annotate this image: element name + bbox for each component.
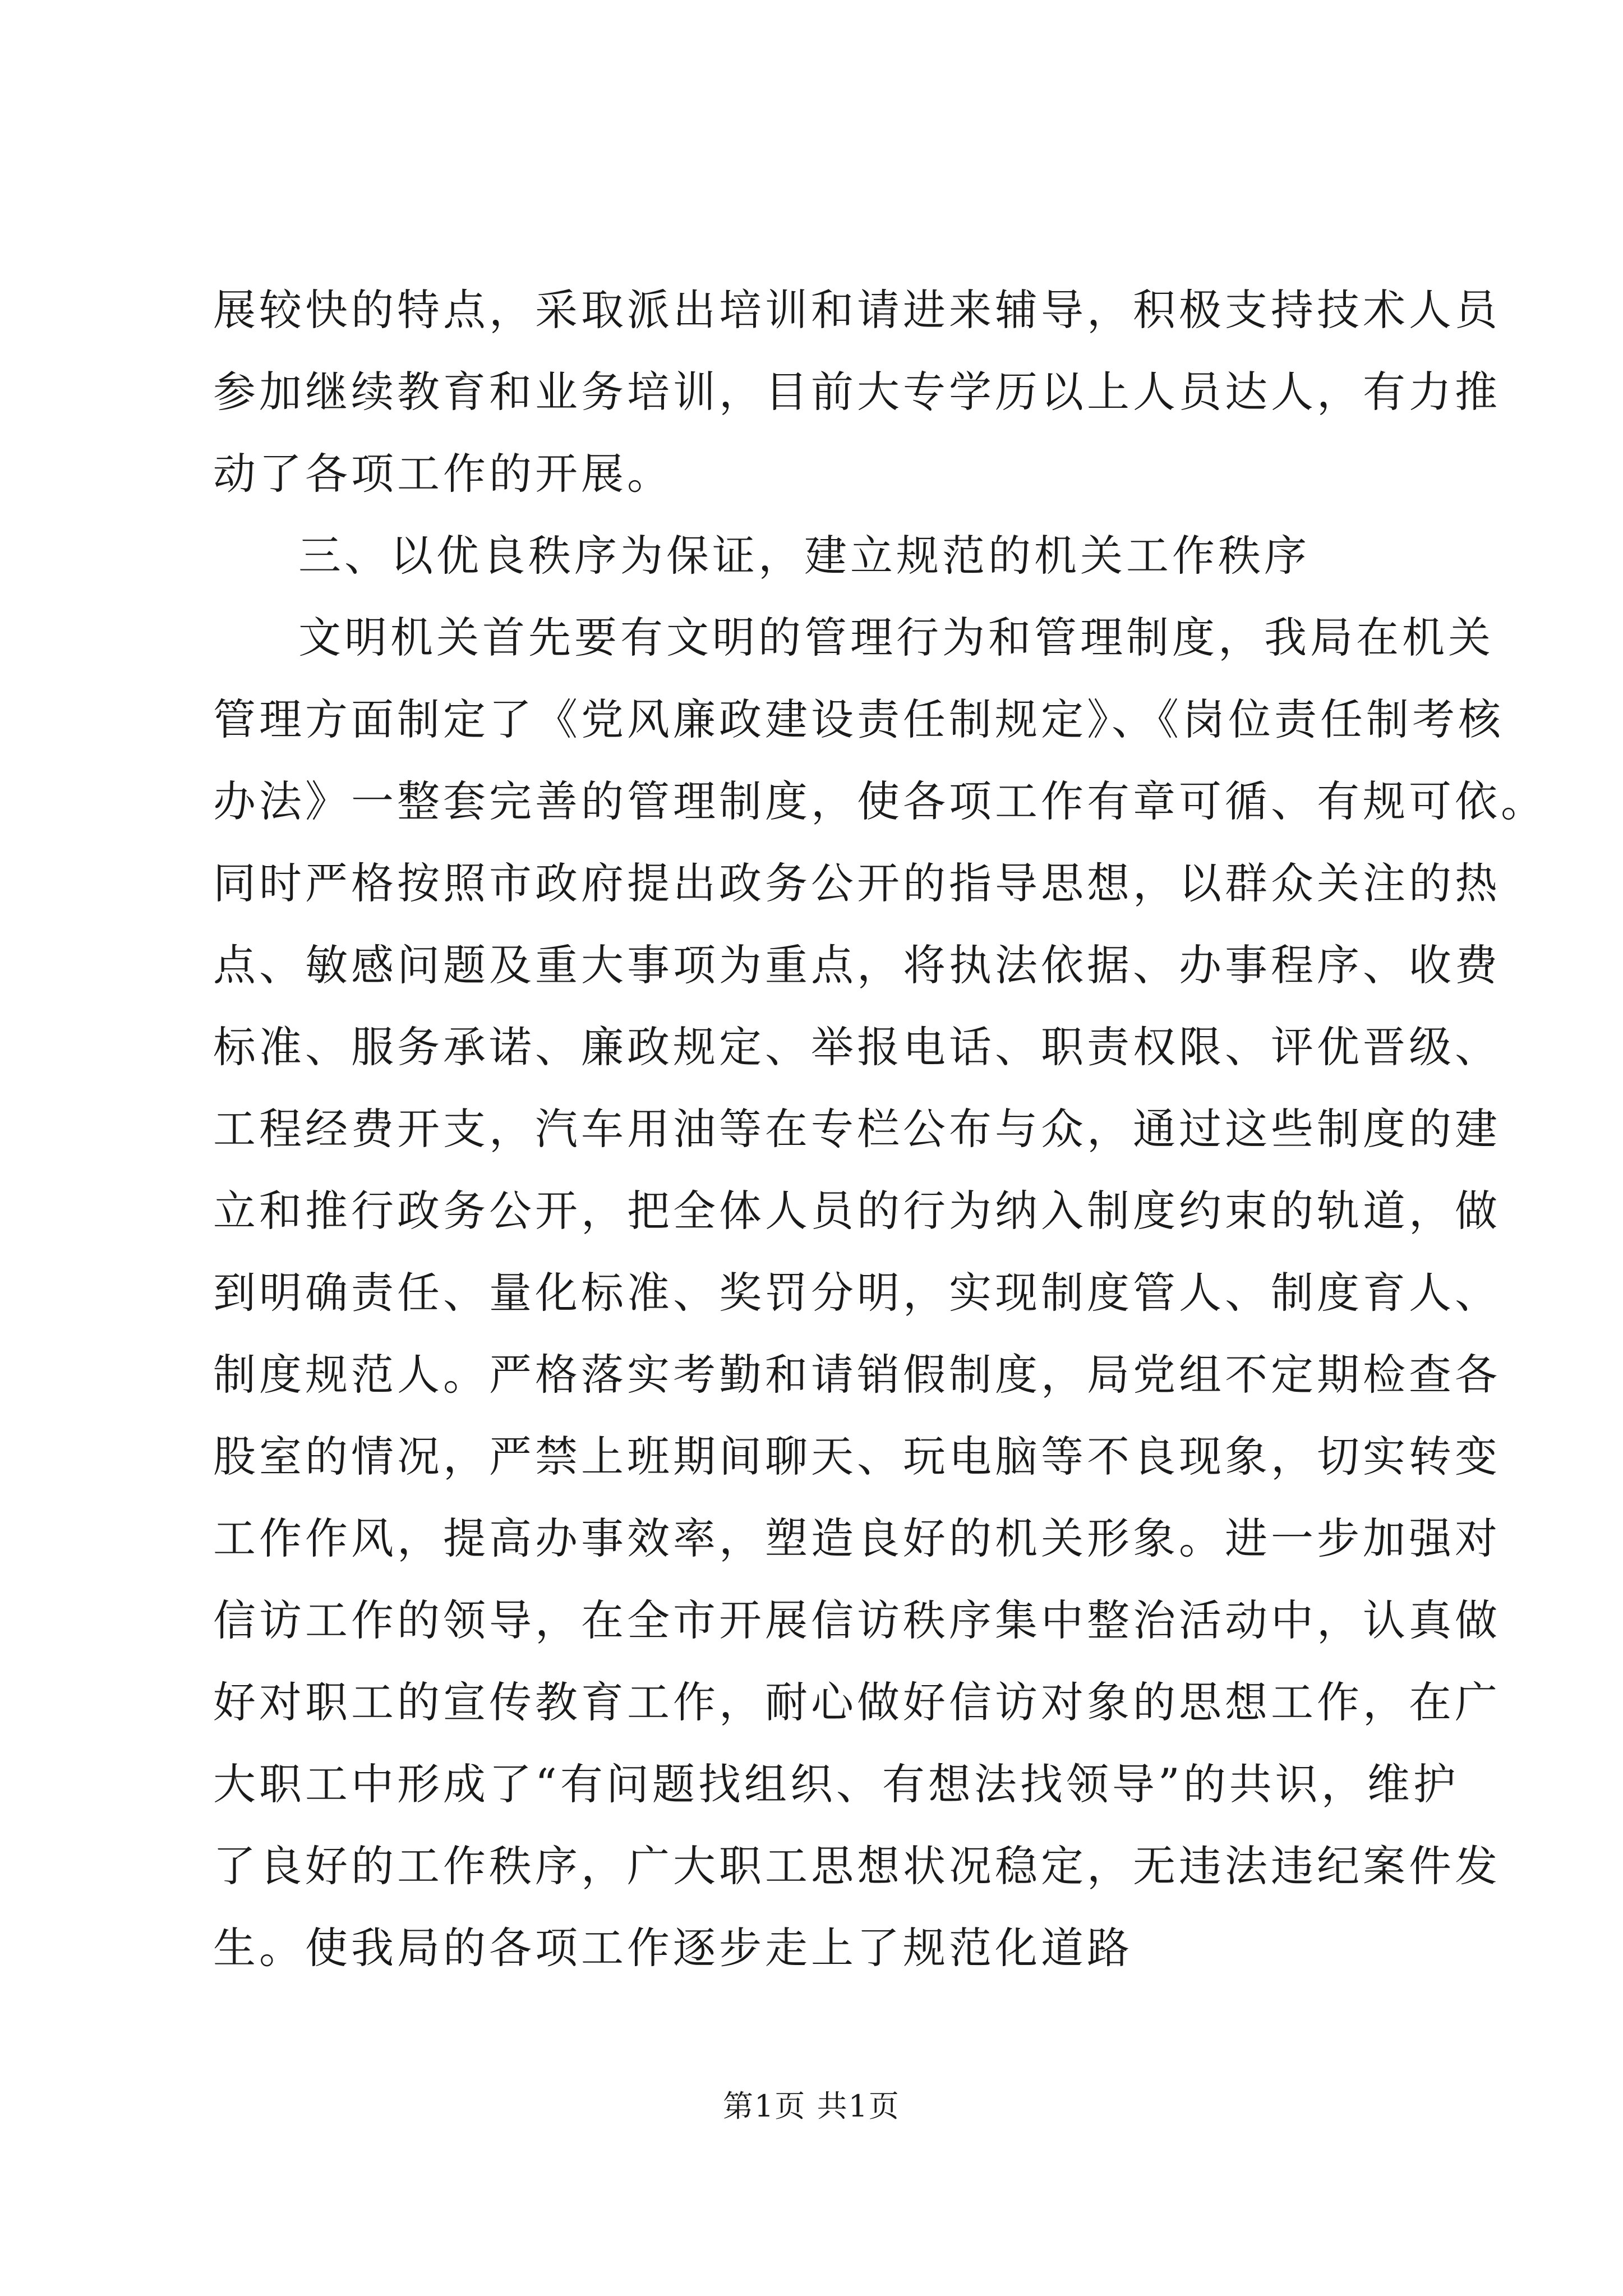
text-line: 股室的情况，严禁上班期间聊天、玩电脑等不良现象，切实转变 <box>213 1432 1501 1481</box>
text-line: 到明确责任、量化标准、奖罚分明，实现制度管人、制度育人、 <box>213 1268 1501 1318</box>
section-heading <box>213 515 1424 597</box>
text-line: 动了各项工作的开展。 <box>213 449 673 499</box>
text-line: 管理方面制定了《党风廉政建设责任制规定》、《岗位责任制考核 <box>213 694 1504 744</box>
text-line: 制度规范人。严格落实考勤和请销假制度，局党组不定期检查各 <box>213 1350 1501 1400</box>
text-line: 立和推行政务公开，把全体人员的行为纳入制度约束的轨道，做 <box>213 1186 1501 1236</box>
text-line: 工程经费开支，汽车用油等在专栏公布与众，通过这些制度的建 <box>213 1104 1501 1154</box>
document-body <box>213 269 1547 1989</box>
text-line: 好对职工的宣传教育工作，耐心做好信访对象的思想工作，在广 <box>213 1677 1501 1727</box>
text-line: 生。使我局的各项工作逐步走上了规范化道路 <box>213 1923 1133 1973</box>
text-line: 办法》一整套完善的管理制度，使各项工作有章可循、有规可依。 <box>213 776 1547 826</box>
body-paragraph <box>213 597 1547 1989</box>
text-line: 点、敏感问题及重大事项为重点，将执法依据、办事程序、收费 <box>213 940 1501 990</box>
text-line: 信访工作的领导，在全市开展信访秩序集中整治活动中，认真做 <box>213 1595 1501 1645</box>
page-footer: 第1页 共1页 <box>723 2088 900 2124</box>
text-line: 文明机关首先要有文明的管理行为和管理制度，我局在机关 <box>298 613 1494 662</box>
text-line: 了良好的工作秩序，广大职工思想状况稳定，无违法违纪案件发 <box>213 1841 1501 1891</box>
continuation-paragraph <box>213 269 1501 515</box>
text-line: 参加继续教育和业务培训，目前大专学历以上人员达人，有力推 <box>213 367 1501 417</box>
text-line: 标准、服务承诺、廉政规定、举报电话、职责权限、评优晋级、 <box>213 1022 1501 1072</box>
text-line: 工作作风，提高办事效率，塑造良好的机关形象。进一步加强对 <box>213 1513 1501 1563</box>
text-line: 大职工中形成了“有问题找组织、有想法找领导”的共识，维护 <box>213 1759 1459 1809</box>
text-line: 同时严格按照市政府提出政务公开的指导思想，以群众关注的热 <box>213 858 1501 908</box>
text-line: 展较快的特点，采取派出培训和请进来辅导，积极支持技术人员 <box>213 285 1501 335</box>
text-line: 三、以优良秩序为保证，建立规范的机关工作秩序 <box>298 531 1310 581</box>
